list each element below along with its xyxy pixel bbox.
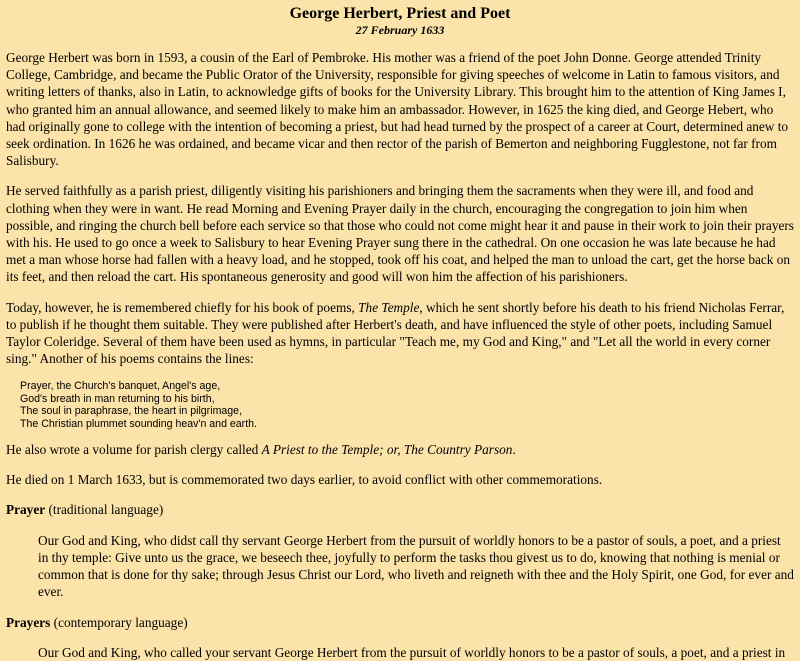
poem-line: Prayer, the Church's banquet, Angel's age, [20, 380, 221, 393]
feast-date: 27 February 1633 [355, 23, 445, 37]
prayer-label: Prayers [6, 614, 51, 630]
prayer-label: Prayer [6, 502, 46, 518]
prayer-text-contemporary: Our God and King, who called your servant George Herbert from the pursuit of worldly honors to be a pastor of souls, a poet, and a priest in [38, 644, 786, 660]
bio-paragraph-4-end: . [512, 442, 516, 458]
bio-paragraph-5: He died on 1 March 1633, but is commemorated two days earlier, to avoid conflict with other commemorations. [6, 472, 603, 488]
bio-paragraph-4-start: He also wrote a volume for parish clergy called [6, 442, 262, 458]
poem-line: The Christian plummet sounding heav'n and earth. [20, 417, 257, 430]
poem-quote [20, 380, 794, 430]
bio-paragraph-3-start: Today, however, he is remembered chiefly for his book of poems, [6, 299, 359, 315]
bio-paragraph-2: He served faithfully as a parish priest, diligently visiting his parishioners and bringing them the sacraments when they were ill, and food and clothing when they were in want. He read Morning and Evening Prayer daily in the church, encouraging the congregation to join him when possible, and ringing the church bell before each service so that those who could not come might hear it and pause in their work to join their prayers with his. He used to go once a week to Salisbury to hear Evening Prayer sung there in the cathedral. On one occasion he was late because he had met a man whose horse had fallen with a heavy load, and he stopped, took off his coat, and helped the man to unload the cart, get the horse back on its feet, and then reload the cart. His spontaneous generosity and good will won him the affection of his parishioners. [6, 183, 794, 285]
bio-paragraph-4 [6, 441, 794, 458]
book-title-country-parson: A Priest to the Temple; or, The Country Parson [261, 442, 513, 458]
page-title: George Herbert, Priest and Poet [289, 5, 511, 22]
poem-line: God's breath in man returning to his birth, [20, 392, 215, 405]
book-title-the-temple: The Temple [358, 299, 420, 315]
prayer-language-note: (contemporary language) [50, 614, 188, 630]
prayer-language-note: (traditional language) [45, 502, 164, 518]
prayer-heading-contemporary [6, 614, 794, 631]
prayer-heading-traditional [6, 501, 794, 518]
bio-paragraph-3 [6, 299, 794, 368]
prayer-text-traditional: Our God and King, who didst call thy servant George Herbert from the pursuit of worldly honors to be a pastor of souls, a poet, and a priest in thy temple: Give unto us the grace, we beseech thee, joyfully to perform the tasks thou givest us to do, knowing that nothing is menial or common that is done for thy sake; through Jesus Christ our Lord, who liveth and reigneth with thee and the Holy Spirit, one God, for ever and ever. [38, 532, 794, 600]
bio-paragraph-3-end: , which he sent shortly before his death to his friend Nicholas Ferrar, to publish if he thought them suitable. They were published after Herbert's death, and have influenced the style of other poets, including Samuel Taylor Coleridge. Several of them have been used as hymns, in particular "Teach me, my God and King," and "Let all the world in every corner sing." Another of his poems contains the lines: [6, 299, 785, 367]
bio-paragraph-1: George Herbert was born in 1593, a cousin of the Earl of Pembroke. His mother was a friend of the poet John Donne. George attended Trinity College, Cambridge, and became the Public Orator of the University, responsible for giving speeches of welcome in Latin to famous visitors, and writing letters of thanks, also in Latin, to acknowledge gifts of books for the University Library. This brought him to the attention of King James I, who granted him an annual allowance, and seemed likely to make him an ambassador. However, in 1625 the king died, and George Hebert, who had originally gone to college with the intention of becoming a priest, but had head turned by the prospect of a career at Court, determined anew to seek ordination. In 1626 he was ordained, and became vicar and then rector of the parish of Bemerton and neighboring Fugglestone, not far from Salisbury. [6, 50, 789, 169]
poem-line: The soul in paraphrase, the heart in pilgrimage, [20, 405, 243, 418]
